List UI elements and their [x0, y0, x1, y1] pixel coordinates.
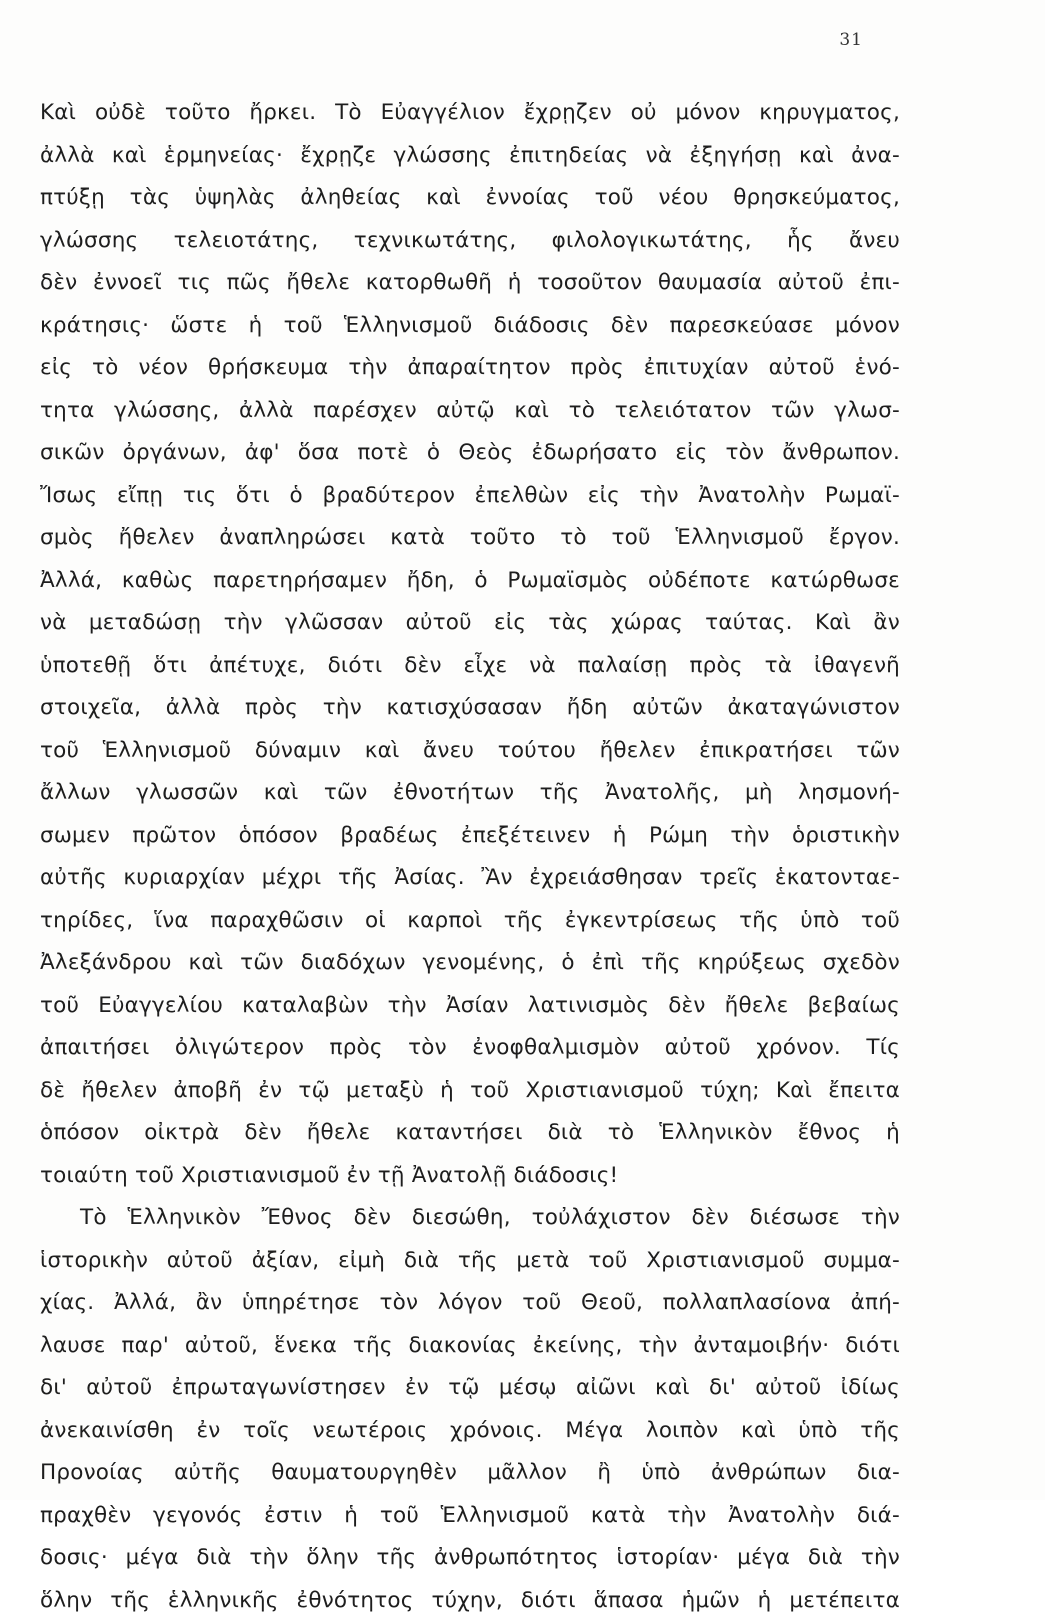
text-line: Καὶ οὐδὲ τοῦτο ἤρκει. Τὸ Εὐαγγέλιον ἔχρῃζεν οὐ μόνον κηρυγματος,	[40, 92, 900, 135]
text-line: τοιαύτη τοῦ Χριστιανισμοῦ ἐν τῇ Ἀνατολῇ διάδοσις!	[40, 1155, 900, 1198]
text-line: σμὸς ἤθελεν ἀναπληρώσει κατὰ τοῦτο τὸ τοῦ Ἑλληνισμοῦ ἔργον.	[40, 517, 900, 560]
body-text	[40, 92, 900, 1622]
text-line: ὑποτεθῇ ὅτι ἀπέτυχε, διότι δὲν εἶχε νὰ παλαίσῃ πρὸς τὰ ἰθαγενῆ	[40, 645, 900, 688]
text-line: ἀπαιτήσει ὀλιγώτερον πρὸς τὸν ἐνοφθαλμισμὸν αὐτοῦ χρόνον. Τίς	[40, 1027, 900, 1070]
text-line: πτύξῃ τὰς ὑψηλὰς ἀληθείας καὶ ἐννοίας τοῦ νέου θρησκεύματος,	[40, 177, 900, 220]
text-line: Ἴσως εἴπῃ τις ὅτι ὁ βραδύτερον ἐπελθὼν εἰς τὴν Ἀνατολὴν Ρωμαϊ-	[40, 475, 900, 518]
text-line: δὲν ἐννοεῖ τις πῶς ἤθελε κατορθωθῆ ἡ τοσοῦτον θαυμασία αὐτοῦ ἐπι-	[40, 262, 900, 305]
text-line: ἀλλὰ καὶ ἑρμηνείας· ἔχρῃζε γλώσσης ἐπιτηδείας νὰ ἐξηγήσῃ καὶ ἀνα-	[40, 135, 900, 178]
text-line: δι' αὐτοῦ ἐπρωταγωνίστησεν ἐν τῷ μέσῳ αἰῶνι καὶ δι' αὐτοῦ ἰδίως	[40, 1367, 900, 1410]
text-line: εἰς τὸ νέον θρήσκευμα τὴν ἀπαραίτητον πρὸς ἐπιτυχίαν αὐτοῦ ἑνό-	[40, 347, 900, 390]
text-line: στοιχεῖα, ἀλλὰ πρὸς τὴν κατισχύσασαν ἤδη αὐτῶν ἀκαταγώνιστον	[40, 687, 900, 730]
text-line: ἱστορικὴν αὐτοῦ ἀξίαν, εἰμὴ διὰ τῆς μετὰ τοῦ Χριστιανισμοῦ συμμα-	[40, 1240, 900, 1283]
text-line: Ἀλεξάνδρου καὶ τῶν διαδόχων γενομένης, ὁ ἐπὶ τῆς κηρύξεως σχεδὸν	[40, 942, 900, 985]
text-line: σικῶν ὀργάνων, ἀφ' ὅσα ποτὲ ὁ Θεὸς ἐδωρήσατο εἰς τὸν ἄνθρωπον.	[40, 432, 900, 475]
text-line: Ἀλλά, καθὼς παρετηρήσαμεν ἤδη, ὁ Ρωμαϊσμὸς οὐδέποτε κατώρθωσε	[40, 560, 900, 603]
page-number: 31	[839, 30, 863, 50]
text-line: λαυσε παρ' αὐτοῦ, ἕνεκα τῆς διακονίας ἐκείνης, τὴν ἀνταμοιβήν· διότι	[40, 1325, 900, 1368]
text-line: Τὸ Ἑλληνικὸν Ἔθνος δὲν διεσώθη, τοὐλάχιστον δὲν διέσωσε τὴν	[40, 1197, 900, 1240]
text-line: κράτησις· ὥστε ἡ τοῦ Ἑλληνισμοῦ διάδοσις δὲν παρεσκεύασε μόνον	[40, 305, 900, 348]
text-line: γλώσσης τελειοτάτης, τεχνικωτάτης, φιλολογικωτάτης, ἧς ἄνευ	[40, 220, 900, 263]
text-line: πραχθὲν γεγονός ἐστιν ἡ τοῦ Ἑλληνισμοῦ κατὰ τὴν Ἀνατολὴν διά-	[40, 1495, 900, 1538]
text-line: τοῦ Ἑλληνισμοῦ δύναμιν καὶ ἄνευ τούτου ἤθελεν ἐπικρατήσει τῶν	[40, 730, 900, 773]
text-line: αὐτῆς κυριαρχίαν μέχρι τῆς Ἀσίας. Ἂν ἐχρειάσθησαν τρεῖς ἑκατονταε-	[40, 857, 900, 900]
text-line: Προνοίας αὐτῆς θαυματουργηθὲν μᾶλλον ἢ ὑπὸ ἀνθρώπων δια-	[40, 1452, 900, 1495]
text-line: τητα γλώσσης, ἀλλὰ παρέσχεν αὐτῷ καὶ τὸ τελειότατον τῶν γλωσ-	[40, 390, 900, 433]
text-line: τοῦ Εὐαγγελίου καταλαβὼν τὴν Ἀσίαν λατινισμὸς δὲν ἤθελε βεβαίως	[40, 985, 900, 1028]
text-line: ὁπόσον οἰκτρὰ δὲν ἤθελε καταντήσει διὰ τὸ Ἑλληνικὸν ἔθνος ἡ	[40, 1112, 900, 1155]
text-line: δὲ ἤθελεν ἀποβῆ ἐν τῷ μεταξὺ ἡ τοῦ Χριστιανισμοῦ τύχη; Καὶ ἔπειτα	[40, 1070, 900, 1113]
text-line: νὰ μεταδώσῃ τὴν γλῶσσαν αὐτοῦ εἰς τὰς χώρας ταύτας. Καὶ ἂν	[40, 602, 900, 645]
text-line: ἀνεκαινίσθη ἐν τοῖς νεωτέροις χρόνοις. Μέγα λοιπὸν καὶ ὑπὸ τῆς	[40, 1410, 900, 1453]
text-line: δοσις· μέγα διὰ τὴν ὅλην τῆς ἀνθρωπότητος ἱστορίαν· μέγα διὰ τὴν	[40, 1537, 900, 1580]
text-line: χίας. Ἀλλά, ἂν ὑπηρέτησε τὸν λόγον τοῦ Θεοῦ, πολλαπλασίονα ἀπή-	[40, 1282, 900, 1325]
text-line: ὅλην τῆς ἑλληνικῆς ἐθνότητος τύχην, διότι ἅπασα ἡμῶν ἡ μετέπειτα	[40, 1580, 900, 1622]
text-line: τηρίδες, ἵνα παραχθῶσιν οἱ καρποὶ τῆς ἐγκεντρίσεως τῆς ὑπὸ τοῦ	[40, 900, 900, 943]
text-line: ἄλλων γλωσσῶν καὶ τῶν ἐθνοτήτων τῆς Ἀνατολῆς, μὴ λησμονή-	[40, 772, 900, 815]
text-line: σωμεν πρῶτον ὁπόσον βραδέως ἐπεξέτεινεν ἡ Ρώμη τὴν ὁριστικὴν	[40, 815, 900, 858]
